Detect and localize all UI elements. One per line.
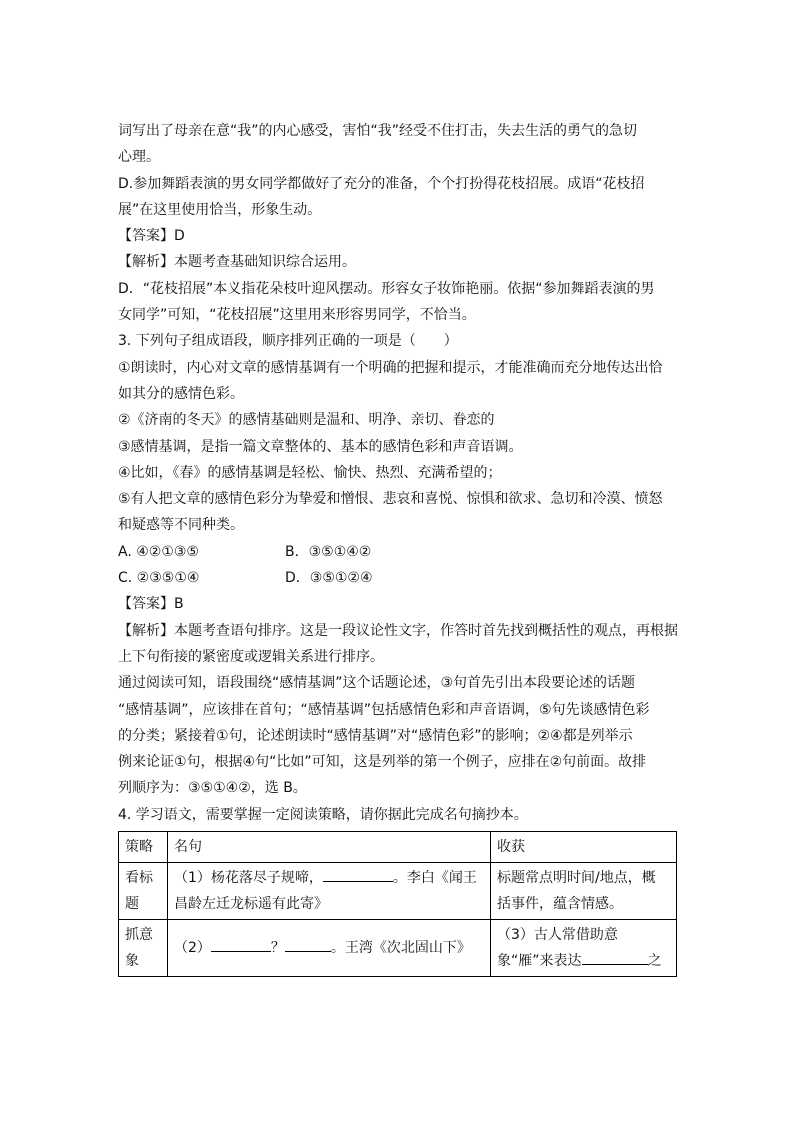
answer-label: 【答案】D: [118, 228, 185, 245]
gain-cell: 标题常点明时间/地点，概括事件，蕴含情感。: [491, 863, 677, 920]
question-4-title: 4. 学习语文，需要掌握一定阅读策略，请你据此完成名句摘抄本。: [118, 806, 528, 823]
header-gain: 收获: [491, 832, 677, 863]
text-line: 如其分的感情色彩。: [118, 385, 244, 402]
quote-text: （1）杨花落尽子规啼，: [174, 870, 323, 886]
text-line: 词写出了母亲在意“我”的内心感受，害怕“我”经受不住打击，失去生活的勇气的急切: [118, 123, 638, 139]
text-line: D．“花枝招展”本义指花朵枝叶迎风摆动。形容女子妆饰艳丽。依据“参加舞蹈表演的男: [118, 280, 655, 297]
table-header-row: [119, 832, 677, 863]
options-row-2: [118, 565, 678, 591]
option-b: B．③⑤①④②: [285, 543, 372, 560]
fill-blank[interactable]: [211, 937, 271, 952]
quote-source: 。李白《闻王昌龄左迁龙标遥有此寄》: [174, 870, 477, 912]
header-quote: 名句: [168, 832, 491, 863]
sentence-5: ⑤有人把文章的感情色彩分为挚爱和憎恨、悲哀和喜悦、惊惧和欲求、急切和冷漠、愤怒: [118, 491, 663, 508]
strategy-cell: 看标题: [119, 863, 168, 920]
text-line: “感情基调”，应该排在首句；“感情基调”包括感情色彩和声音语调，⑤句先谈感情色彩: [118, 701, 650, 718]
header-strategy: 策略: [119, 832, 168, 863]
table-row: [119, 863, 677, 920]
sentence-4: ④比如，《春》的感情基调是轻松、愉快、热烈、充满希望的；: [118, 464, 502, 481]
gain-text: （3）古人常借助意象“雁”来表达: [497, 927, 618, 969]
quote-cell: [168, 863, 491, 920]
text-line: 女同学”可知，“花枝招展”这里用来形容男同学，不恰当。: [118, 307, 476, 324]
sentence-1: ①朗读时，内心对文章的感情基调有一个明确的把握和提示，才能准确而充分地传达出恰: [118, 359, 663, 376]
option-a: A. ④②①③⑤: [118, 543, 199, 560]
sentence-2: ②《济南的冬天》的感情基础则是温和、明净、亲切、眷恋的: [118, 412, 495, 429]
text-line: 例来论证①句，根据④句“比如”可知，这是列举的第一个例子，应排在②句前面。故排: [118, 754, 647, 771]
quote-cell: [168, 920, 491, 977]
text-line: 和疑惑等不同种类。: [118, 517, 244, 534]
text-line: 展”在这里使用恰当，形象生动。: [118, 201, 322, 218]
text-line: 通过阅读可知，语段围绕“感情基调”这个话题论述，③句首先引出本段要论述的话题: [118, 675, 636, 692]
table-row: [119, 920, 677, 977]
strategy-cell: 抓意象: [119, 920, 168, 977]
analysis-label: 【解析】本题考查基础知识综合运用。: [118, 254, 356, 271]
quote-table: [118, 831, 677, 977]
text-line: 上下句衔接的紧密度或逻辑关系进行排序。: [118, 648, 384, 665]
text-line: 的分类；紧接着①句，论述朗读时“感情基调”对“感情色彩”的影响；②④都是列举示: [118, 727, 633, 744]
gain-text-end: 之: [647, 953, 662, 969]
sentence-3: ③感情基调，是指一篇文章整体的、基本的感情色彩和声音语调。: [118, 438, 523, 455]
gain-cell: [491, 920, 677, 977]
quote-text: （2）: [174, 940, 211, 956]
text-line: 列顺序为：③⑤①④②，选 B。: [118, 780, 307, 797]
quote-source: 。王湾《次北固山下》: [330, 940, 471, 956]
fill-blank[interactable]: [323, 867, 393, 882]
fill-blank[interactable]: [582, 950, 648, 965]
option-c: C. ②③⑤①④: [118, 570, 200, 587]
fill-blank[interactable]: [285, 937, 331, 952]
analysis-label: 【解析】本题考查语句排序。这是一段议论性文字，作答时首先找到概括性的观点，再根据: [118, 622, 678, 639]
answer-label: 【答案】B: [118, 596, 184, 613]
question-3-title: 3. 下列句子组成语段，顺序排列正确的一项是（ ）: [118, 333, 458, 350]
document-body: [118, 118, 678, 828]
options-row-1: [118, 539, 678, 565]
quote-punct: ？: [270, 940, 285, 956]
option-d-text: D.参加舞蹈表演的男女同学都做好了充分的准备，个个打扮得花枝招展。成语“花枝招: [118, 175, 645, 192]
option-d: D．③⑤①②④: [285, 570, 373, 587]
text-line: 心理。: [118, 149, 160, 166]
